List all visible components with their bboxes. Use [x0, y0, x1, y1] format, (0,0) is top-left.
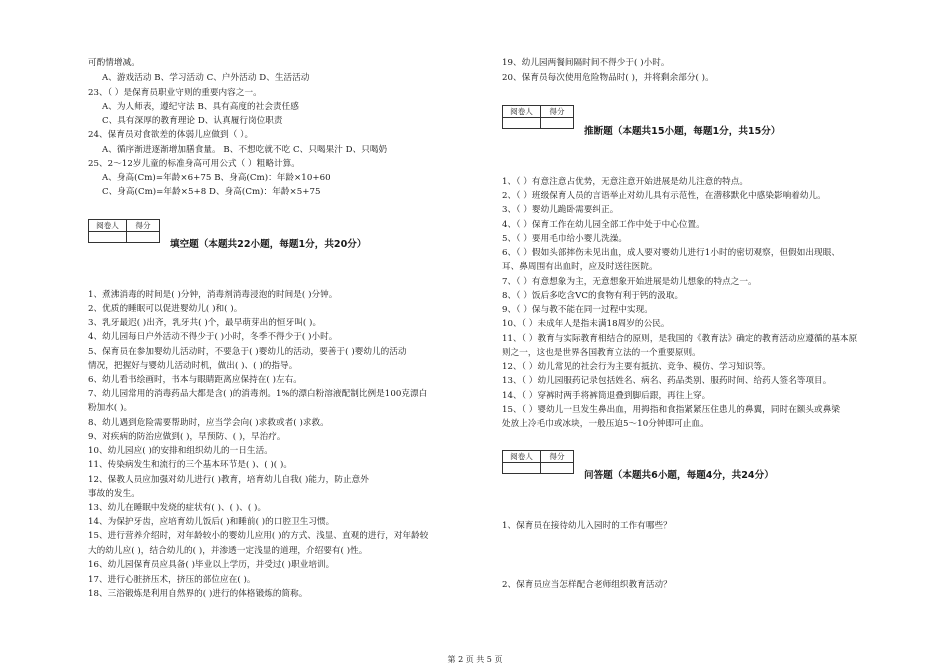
score-label: 得分: [127, 220, 160, 232]
judge-item: 12、（ ）幼儿常见的社会行为主要有抵抗、竞争、模仿、学习知识等。: [502, 362, 771, 372]
judge-item: 13、（ ）幼儿园服药记录包括姓名、病名、药品类别、服药时间、给药人签名等项目。: [502, 376, 832, 386]
reviewer-cell: [503, 463, 541, 474]
judge-item: 3、（ ）婴幼儿跪卧需要纠正。: [502, 205, 619, 215]
judge-item: 耳、鼻周围有出血时，应及时送往医院。: [502, 262, 658, 272]
judge-item: 15、（ ）婴幼儿一旦发生鼻出血，用拇指和食指紧紧压住患儿的鼻翼，同时在额头或鼻梁: [502, 405, 840, 415]
fill-item: 3、乳牙最迟( )出齐，乳牙共( )个，最早萌芽出的恒牙叫( )。: [88, 318, 322, 328]
judge-item: 6、（ ）假如头部摔伤未见出血，成人要对婴幼儿进行1小时的密切观察，但假如出现眼、: [502, 248, 840, 258]
section-title: 问答题（本题共6小题，每题4分，共24分）: [584, 470, 774, 481]
fill-item: 粉加水( )。: [88, 403, 133, 413]
judge-item: 处放上冷毛巾或冰块，一般压迫5～10分钟即可止血。: [502, 419, 709, 429]
question-line: 可酌情增减。: [88, 58, 140, 68]
question-options: A、身高(Cm)=年龄×6+75 B、身高(Cm)：年龄×10+60: [102, 173, 331, 183]
question-line: 23、（ ）是保育员职业守则的重要内容之一。: [88, 88, 262, 98]
question-options: C、身高(Cm)=年龄×5+8 D、身高(Cm)：年龄×5+75: [102, 187, 321, 197]
fill-item: 2、优质的睡眠可以促进婴幼儿( )和( )。: [88, 304, 243, 314]
section-title: 填空题（本题共22小题，每题1分，共20分）: [170, 239, 367, 250]
reviewer-label: 阅卷人: [89, 220, 127, 232]
score-cell: [541, 118, 574, 129]
fill-item: 情况，把握好与婴幼儿活动时机，做出( )、( )的指导。: [88, 361, 298, 371]
question-line: 25、2～12岁儿童的标准身高可用公式（ ）粗略计算。: [88, 159, 300, 169]
score-cell: [541, 463, 574, 474]
score-label: 得分: [541, 451, 574, 463]
fill-item: 12、保教人员应加强对幼儿进行( )教育，培育幼儿自我( )能力，防止意外: [88, 475, 369, 485]
question-options: A、为人师表，遵纪守法 B、具有高度的社会责任感: [102, 102, 299, 112]
fill-item: 14、为保护牙齿，应培育幼儿饭后( )和睡前( )的口腔卫生习惯。: [88, 517, 335, 527]
fill-item: 8、幼儿遇到危险需要帮助时，应当学会向( )求救或者( )求救。: [88, 418, 329, 428]
section-title: 推断题（本题共15小题，每题1分，共15分）: [584, 126, 781, 137]
fill-item: 9、对疾病的防治应做到( )，早预防、( )，早治疗。: [88, 432, 286, 442]
fill-item: 1、煮沸消毒的时间是( )分钟，消毒剂消毒浸泡的时间是( )分钟。: [88, 290, 338, 300]
fill-item: 事故的发生。: [88, 489, 140, 499]
fill-item: 18、三浴锻炼是利用自然界的( )进行的体格锻炼的简称。: [88, 589, 308, 599]
question-options: A、游戏活动 B、学习活动 C、户外活动 D、生活活动: [102, 73, 310, 83]
judge-item: 2、（ ）班级保育人员的言语举止对幼儿具有示范性，在潜移默化中感染影响着幼儿。: [502, 191, 826, 201]
judge-item: 4、（ ）保育工作在幼儿园全部工作中处于中心位置。: [502, 220, 705, 230]
judge-item: 14、（ ）穿裤时两手将裤筒退叠到脚后跟，再往上穿。: [502, 391, 711, 401]
fill-item: 4、幼儿园每日户外活动不得少于( )小时，冬季不得少于( )小时。: [88, 332, 338, 342]
question-line: 24、保育员对食欲差的体弱儿应做到（ ）。: [88, 130, 254, 140]
question-options: A、循序渐进逐渐增加膳食量。 B、不想吃就不吃 C、只喝果汁 D、只喝奶: [102, 145, 388, 155]
qa-item: 2、保育员应当怎样配合老师组织教育活动？: [502, 580, 672, 590]
score-box: [88, 219, 160, 243]
fill-item: 5、保育员在参加婴幼儿活动时，不要急于( )婴幼儿的活动，要善于( )婴幼儿的活动: [88, 347, 407, 357]
reviewer-label: 阅卷人: [503, 106, 541, 118]
score-label: 得分: [541, 106, 574, 118]
qa-item: 1、保育员在接待幼儿入园时的工作有哪些？: [502, 521, 672, 531]
score-box: [502, 450, 574, 474]
score-cell: [127, 232, 160, 243]
question-options: C、具有深厚的教育理论 D、认真履行岗位职责: [102, 116, 283, 126]
fill-item: 16、幼儿园保育员应具备( )毕业以上学历，并受过( )职业培训。: [88, 560, 335, 570]
fill-item: 11、传染病发生和流行的三个基本环节是( )、( )( )。: [88, 460, 293, 470]
score-box: [502, 105, 574, 129]
judge-item: 8、（ ）饭后多吃含VC的食物有利于钙的汲取。: [502, 291, 684, 301]
fill-item: 20、保育员每次使用危险物品时( )，并将剩余部分( )。: [502, 73, 714, 83]
judge-item: 1、（ ）有意注意占优势，无意注意开始进展是幼儿注意的特点。: [502, 177, 749, 187]
reviewer-cell: [89, 232, 127, 243]
fill-item: 19、幼儿园两餐间隔时间不得少于( )小时。: [502, 58, 670, 68]
reviewer-cell: [503, 118, 541, 129]
fill-item: 10、幼儿园应( )的安排和组织幼儿的一日生活。: [88, 446, 273, 456]
judge-item: 5、（ ）要用毛巾给小婴儿洗澡。: [502, 234, 628, 244]
judge-item: 则之一，这也是世界各国教育立法的一个重要原则。: [502, 348, 701, 358]
fill-item: 7、幼儿园常用的消毒药品大都是含( )的消毒剂。1%的漂白粉溶液配制比例是100克漂白: [88, 389, 428, 399]
fill-item: 15、进行营养介绍时，对年龄较小的婴幼儿应用( )的方式、浅显、直观的进行，对年龄较: [88, 531, 429, 541]
reviewer-label: 阅卷人: [503, 451, 541, 463]
page-footer: 第 2 页 共 5 页: [447, 655, 503, 664]
judge-item: 10、（ ）未成年人是指未满18周岁的公民。: [502, 319, 670, 329]
fill-item: 大的幼儿应( )，结合幼儿的( )，并渗透一定浅显的道理，介绍要有( )性。: [88, 546, 368, 556]
judge-item: 9、（ ）保与教不能在同一过程中实现。: [502, 305, 653, 315]
fill-item: 13、幼儿在睡眠中发烧的症状有( )、( )、( )。: [88, 503, 267, 513]
judge-item: 7、（ ）有意想象为主，无意想象开始进展是幼儿想象的特点之一。: [502, 277, 757, 287]
judge-item: 11、（ ）教育与实际教育相结合的原则，是我国的《教育法》确定的教育活动应遵循的基本原: [502, 334, 858, 344]
fill-item: 17、进行心脏挤压术，挤压的部位应在( )。: [88, 575, 256, 585]
fill-item: 6、幼儿看书绘画时，书本与眼睛距离应保持在( )左右。: [88, 375, 302, 385]
